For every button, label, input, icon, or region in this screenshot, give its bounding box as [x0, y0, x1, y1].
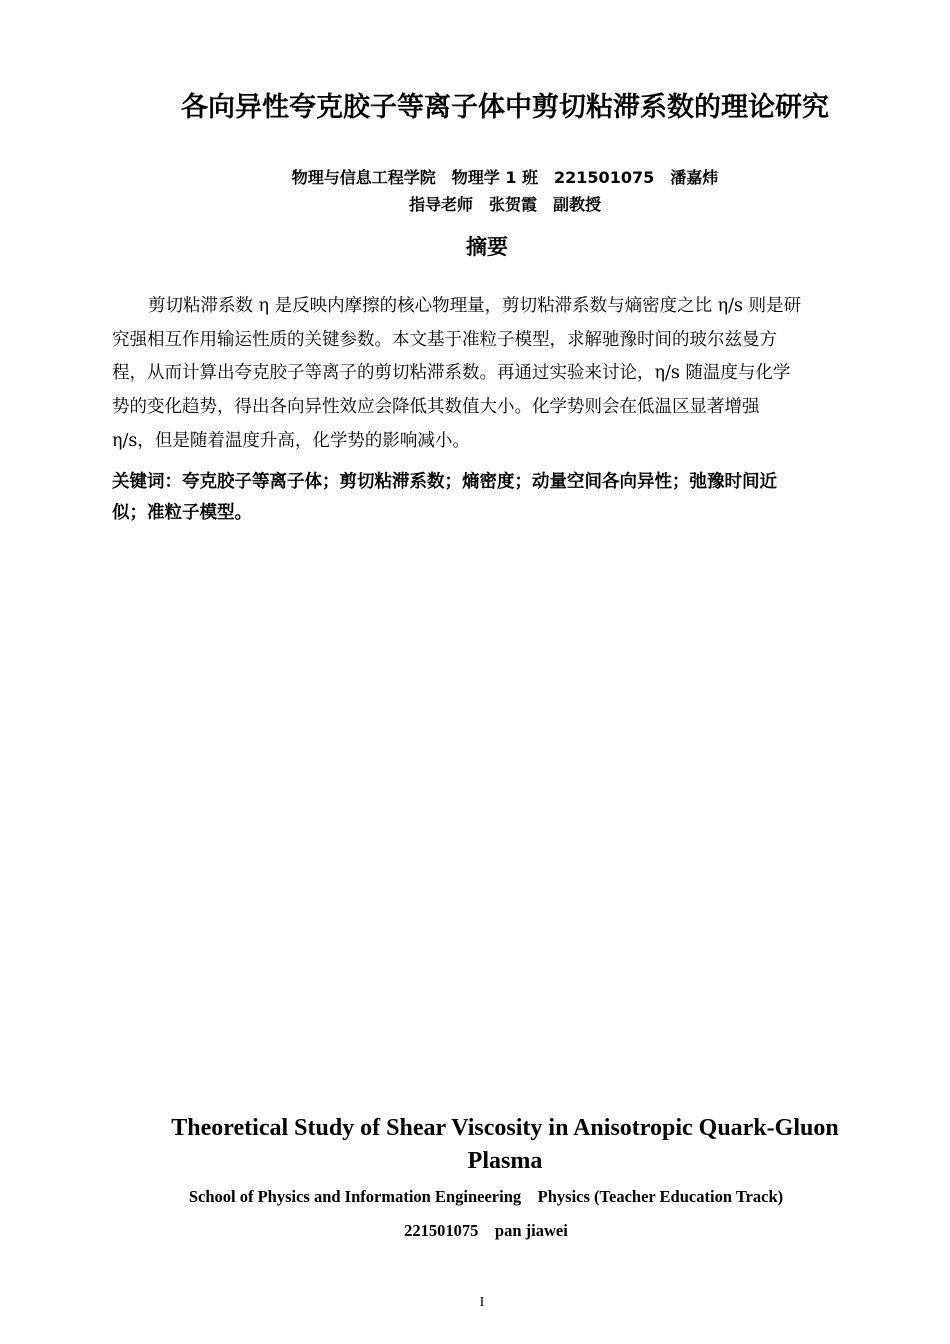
author-info: 物理与信息工程学院 物理学 1 班 221501075 潘嘉炜	[291, 168, 719, 187]
english-student-id-name: 221501075 pan jiawei	[404, 1221, 568, 1240]
abstract-line: η/s，但是随着温度升高，化学势的影响减小。	[112, 430, 470, 451]
abstract-line: 程，从而计算出夸克胶子等离子的剪切粘滞系数。再通过实验来讨论，η/s 随温度与化学	[112, 363, 791, 384]
page-number: I	[479, 1295, 485, 1310]
english-title	[60, 1112, 950, 1178]
keywords	[112, 467, 864, 529]
keywords-line: 关键词：夸克胶子等离子体；剪切粘滞系数；熵密度；动量空间各向异性；弛豫时间近	[112, 472, 777, 492]
abstract-heading: 摘要	[466, 235, 508, 259]
english-title-line: Theoretical Study of Shear Viscosity in Anisotropic Quark-Gluon	[171, 1115, 839, 1141]
english-affiliation: School of Physics and Information Engineering Physics (Teacher Education Track)	[188, 1187, 784, 1206]
english-title-line: Plasma	[467, 1148, 543, 1174]
keywords-line: 似；准粒子模型。	[112, 503, 252, 523]
chinese-title: 各向异性夸克胶子等离子体中剪切粘滞系数的理论研究	[181, 92, 829, 123]
abstract-line: 势的变化趋势，得出各向异性效应会降低其数值大小。化学势则会在低温区显著增强	[112, 397, 760, 418]
abstract-line: 剪切粘滞系数 η 是反映内摩擦的核心物理量，剪切粘滞系数与熵密度之比 η/s 则是研	[148, 296, 802, 316]
advisor-info: 指导老师 张贺霞 副教授	[408, 195, 601, 214]
abstract-line: 究强相互作用输运性质的关键参数。本文基于准粒子模型，求解驰豫时间的玻尔兹曼方	[112, 329, 777, 350]
abstract-body	[112, 290, 852, 459]
